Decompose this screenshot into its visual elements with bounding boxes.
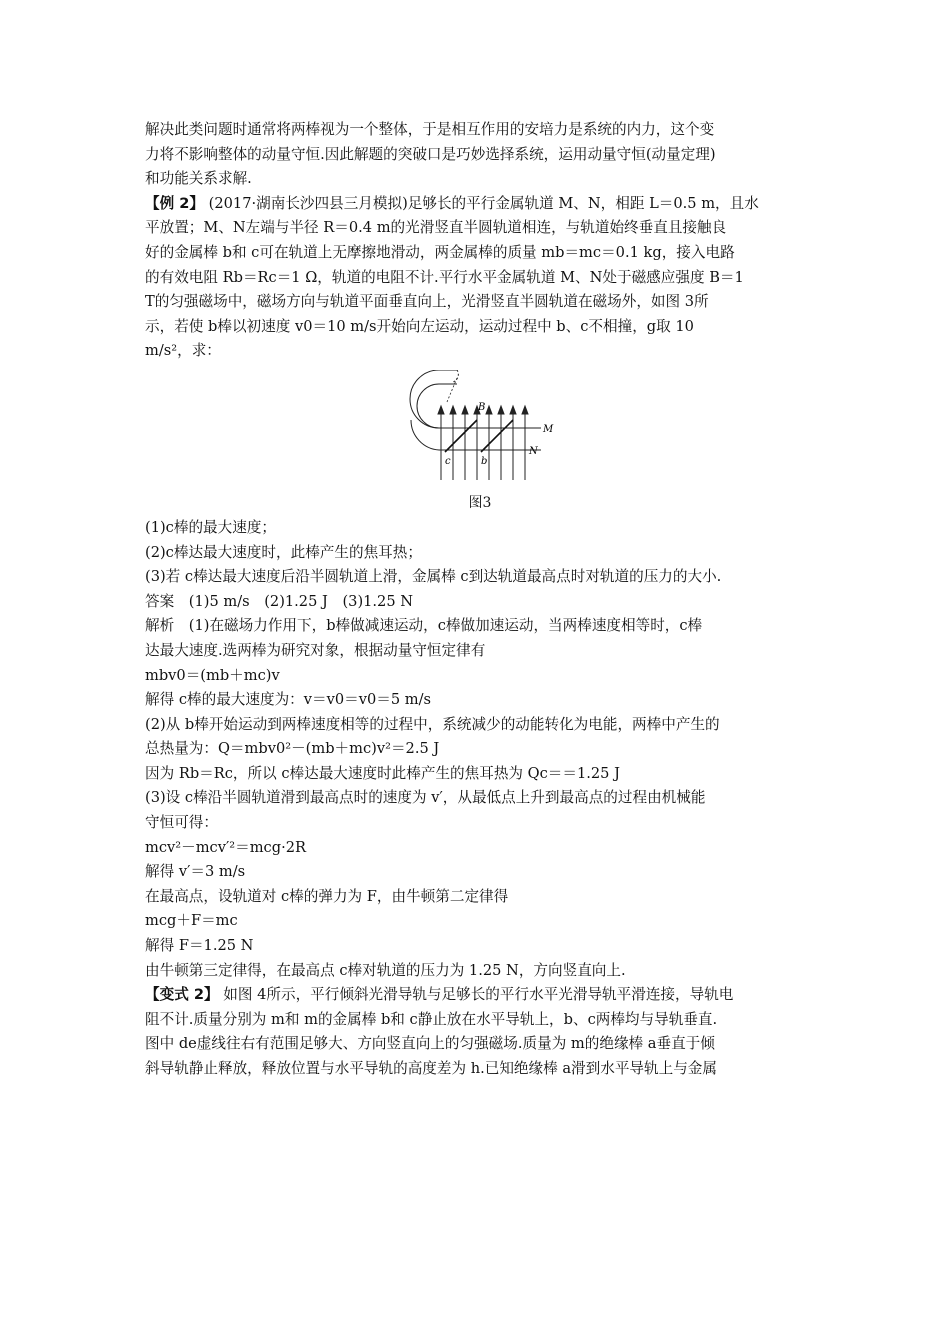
dashed-arc: [453, 370, 458, 382]
example-line-5: T的匀强磁场中，磁场方向与轨道平面垂直向上，光滑竖直半圆轨道在磁场外，如图 3所: [145, 293, 709, 311]
solution-line-8: (3)设 c棒沿半圆轨道滑到最高点时的速度为 v′，从最低点上升到最高点的过程由机械能: [145, 789, 706, 807]
dashed-radius: [447, 378, 457, 402]
semicircle-outer: [410, 370, 439, 428]
variant-line-2: 阻不计.质量分别为 m和 m的金属棒 b和 c静止放在水平导轨上，b、c两棒均与导轨垂直.: [145, 1010, 718, 1028]
intro-line-1: 解决此类问题时通常将两棒视为一个整体，于是相互作用的安培力是系统的内力，这个变: [145, 121, 715, 138]
answer-line: 答案 (1)5 m/s (2)1.25 J (3)1.25 N: [145, 592, 414, 610]
document-page: [145, 118, 815, 1082]
intro-line-2: 力将不影响整体的动量守恒.因此解题的突破口是巧妙选择系统，运用动量守恒(动量定理): [145, 145, 716, 163]
example-line-2: 平放置；M、N左端与半径 R＝0.4 m的光滑竖直半圆轨道相连，与轨道始终垂直且接触良: [145, 219, 727, 237]
label-M: M: [543, 423, 554, 435]
example-text: (2017·湖南长沙四县三月模拟)足够长的平行金属轨道 M、N，相距 L＝0.5 m，且水: [204, 194, 759, 212]
rail-diagram: [381, 370, 571, 488]
variant-text: 如图 4所示，平行倾斜光滑导轨与足够长的平行水平光滑导轨平滑连接，导轨电: [218, 986, 734, 1004]
magnetic-field-lines: [438, 406, 528, 480]
solution-line-9: 守恒可得：: [145, 814, 218, 832]
solution-line-2: 达最大速度.选两棒为研究对象，根据动量守恒定律有: [145, 641, 486, 659]
variant-line-4: 斜导轨静止释放，释放位置与水平导轨的高度差为 h.已知绝缘棒 a滑到水平导轨上与金属: [145, 1060, 717, 1077]
variant-tag: 【变式 2】: [145, 986, 219, 1004]
intro-line-3: 和功能关系求解.: [145, 170, 252, 188]
figure-3: [145, 370, 815, 488]
solution-line-6: 总热量为：Q＝mbv0²－(mb＋mc)v²＝2.5 J: [145, 740, 440, 758]
solution-line-13: mcg＋F＝mc: [145, 912, 238, 930]
question-2: (2)c棒达最大速度时，此棒产生的焦耳热；: [145, 543, 422, 561]
question-3: (3)若 c棒达最大速度后沿半圆轨道上滑，金属棒 c到达轨道最高点时对轨道的压力的大小.: [145, 568, 722, 586]
semicircle-inner: [417, 384, 457, 428]
label-N: N: [529, 445, 538, 457]
solution-line-10: mcv²－mcv′²＝mcg·2R: [145, 838, 306, 856]
label-b: b: [481, 455, 488, 467]
solution-line-7: 因为 Rb＝Rc，所以 c棒达最大速度时此棒产生的焦耳热为 Qc＝＝1.25 J: [145, 764, 620, 782]
variant-line-3: 图中 de虚线往右有范围足够大、方向竖直向上的匀强磁场.质量为 m的绝缘棒 a垂直于倾: [145, 1035, 715, 1053]
example-line-6: 示，若使 b棒以初速度 v0＝10 m/s开始向左运动，运动过程中 b、c不相撞，g取 10: [145, 317, 694, 335]
example-line-3: 好的金属棒 b和 c可在轨道上无摩擦地滑动，两金属棒的质量 mb＝mc＝0.1 kg，接入电路: [145, 243, 735, 261]
solution-line-3: mbv0＝(mb＋mc)v: [145, 666, 280, 684]
label-c: c: [445, 455, 451, 467]
example-tag: 【例 2】: [145, 194, 205, 212]
label-B: B: [478, 401, 486, 413]
question-1: (1)c棒的最大速度；: [145, 518, 277, 536]
solution-line-15: 由牛顿第三定律得，在最高点 c棒对轨道的压力为 1.25 N，方向竖直向上.: [145, 961, 626, 979]
example-line-1: [145, 192, 815, 217]
solution-line-1: 解析 (1)在磁场力作用下，b棒做减速运动，c棒做加速运动，当两棒速度相等时，c棒: [145, 617, 703, 635]
solution-line-11: 解得 v′＝3 m/s: [145, 863, 246, 881]
solution-line-14: 解得 F＝1.25 N: [145, 937, 254, 955]
rod-b: [481, 420, 513, 452]
solution-line-5: (2)从 b棒开始运动到两棒速度相等的过程中，系统减少的动能转化为电能，两棒中产生的: [145, 715, 720, 733]
example-line-4: 的有效电阻 Rb＝Rc＝1 Ω，轨道的电阻不计.平行水平金属轨道 M、N处于磁感应强度 B＝1: [145, 268, 744, 286]
variant-line-1: [145, 983, 815, 1008]
rod-c: [445, 420, 477, 452]
example-line-7: m/s²，求：: [145, 342, 221, 360]
figure-caption: 图3: [468, 494, 492, 511]
solution-line-12: 在最高点，设轨道对 c棒的弹力为 F，由牛顿第二定律得: [145, 887, 509, 905]
solution-line-4: 解得 c棒的最大速度为：v＝v0＝v0＝5 m/s: [145, 691, 432, 709]
